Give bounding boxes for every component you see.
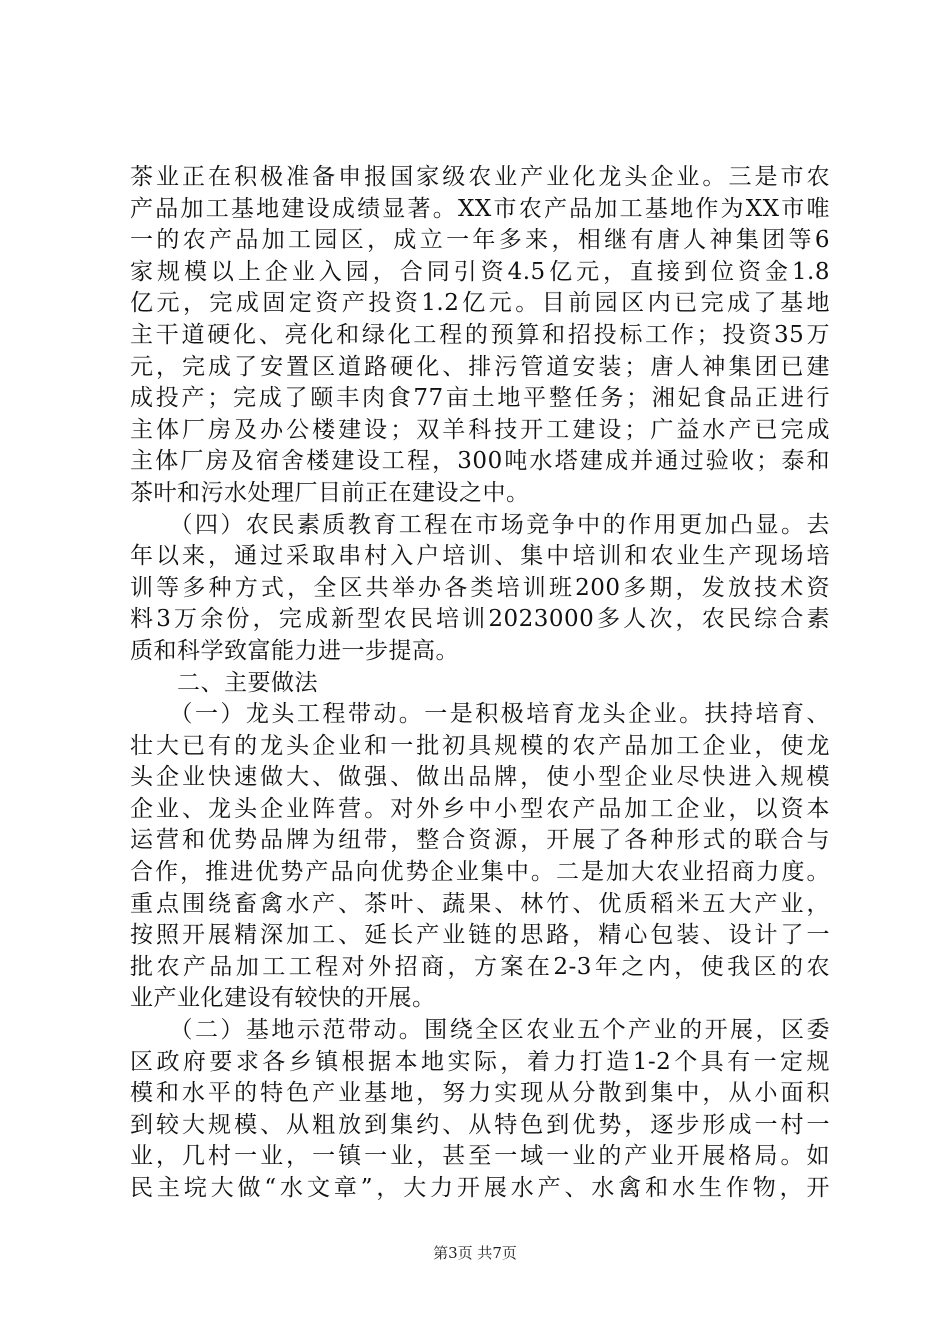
text-line: 一的农产品加工园区，成立一年多来，相继有唐人神集团等6 (130, 227, 830, 254)
text-line: 亿元，完成固定资产投资1.2亿元。目前园区内已完成了基地 (130, 290, 830, 317)
text-line: 合作，推进优势产品向优势企业集中。二是加大农业招商力度。 (130, 859, 830, 886)
text-line: 业产业化建设有较快的开展。 (130, 985, 436, 1012)
text-line: 茶叶和污水处理厂目前正在建设之中。 (130, 479, 530, 506)
text-line: 壮大已有的龙头企业和一批初具规模的农产品加工企业，使龙 (130, 732, 830, 759)
text-line: 产品加工基地建设成绩显著。XX市农产品加工基地作为XX市唯 (130, 195, 830, 222)
page-footer: 第3页 共7页 (433, 1244, 517, 1262)
text-line: 茶业正在积极准备申报国家级农业产业化龙头企业。三是市农 (130, 164, 830, 190)
text-line: 元，完成了安置区道路硬化、排污管道安装；唐人神集团已建 (130, 353, 830, 380)
document-body (130, 162, 830, 1205)
text-line: 重点围绕畜禽水产、茶叶、蔬果、林竹、优质稻米五大产业， (130, 890, 830, 917)
text-line: 主干道硬化、亮化和绿化工程的预算和招投标工作；投资35万 (130, 321, 830, 348)
text-line: 年以来，通过采取串村入户培训、集中培训和农业生产现场培 (130, 543, 830, 570)
text-line: 二、主要做法 (130, 669, 318, 696)
text-line: 主体厂房及宿舍楼建设工程，300吨水塔建成并通过验收；泰和 (130, 448, 830, 475)
text-line: （四）农民素质教育工程在市场竞争中的作用更加凸显。去 (130, 511, 830, 538)
text-line: 训等多种方式，全区共举办各类培训班200多期，发放技术资 (130, 574, 830, 601)
text-line: 运营和优势品牌为纽带，整合资源，开展了各种形式的联合与 (130, 827, 830, 854)
text-line: 家规模以上企业入园，合同引资4.5亿元，直接到位资金1.8 (130, 258, 830, 285)
text-line: （二）基地示范带动。围绕全区农业五个产业的开展，区委 (130, 1017, 830, 1044)
text-line: 到较大规模、从粗放到集约、从特色到优势，逐步形成一村一 (130, 1111, 830, 1138)
text-line: 区政府要求各乡镇根据本地实际，着力打造1-2个具有一定规 (130, 1048, 830, 1075)
text-line: 料3万余份，完成新型农民培训2023000多人次，农民综合素 (130, 606, 830, 633)
text-line: 成投产；完成了颐丰肉食77亩土地平整任务；湘妃食品正进行 (130, 385, 830, 412)
text-line: （一）龙头工程带动。一是积极培育龙头企业。扶持培育、 (130, 701, 830, 728)
text-line: 业，几村一业，一镇一业，甚至一域一业的产业开展格局。如 (130, 1143, 830, 1170)
text-line: 主体厂房及办公楼建设；双羊科技开工建设；广益水产已完成 (130, 416, 830, 443)
text-line: 模和水平的特色产业基地，努力实现从分散到集中，从小面积 (130, 1080, 830, 1107)
text-line: 民主垸大做“水文章”，大力开展水产、水禽和水生作物，开 (130, 1175, 830, 1201)
text-line: 批农产品加工工程对外招商，方案在2-3年之内，使我区的农 (130, 953, 830, 980)
text-line: 头企业快速做大、做强、做出品牌，使小型企业尽快进入规模 (130, 764, 830, 791)
text-line: 按照开展精深加工、延长产业链的思路，精心包装、设计了一 (130, 922, 830, 949)
text-line: 质和科学致富能力进一步提高。 (130, 637, 459, 664)
text-line: 企业、龙头企业阵营。对外乡中小型农产品加工企业，以资本 (130, 795, 830, 822)
